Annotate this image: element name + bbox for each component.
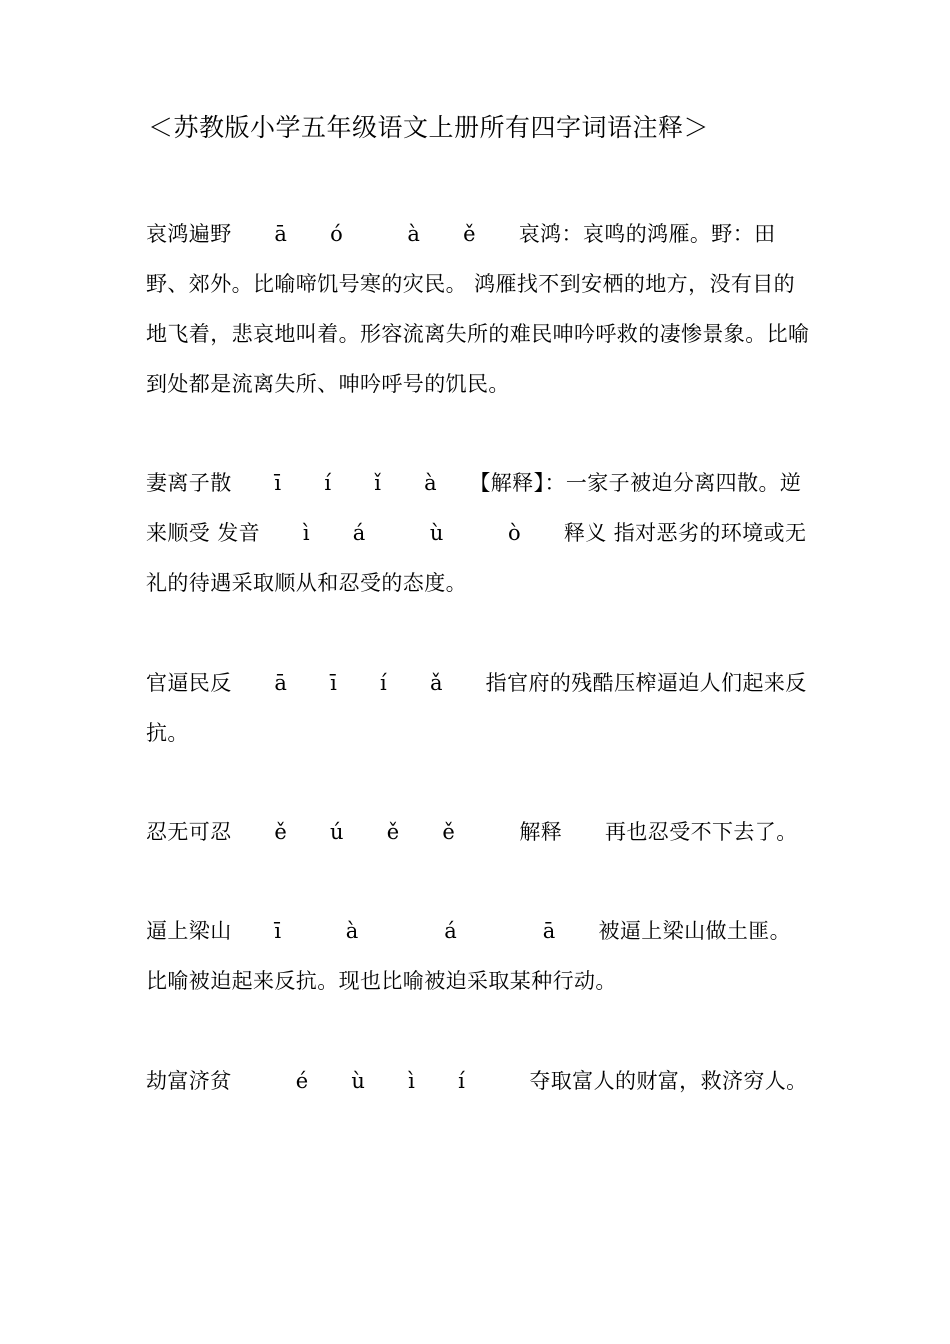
idiom-entry: 哀鸿遍野 ā ó à ě 哀鸿：哀鸣的鸿雁。野：田野、郊外。比喻啼饥号寒的灾民。 鸿雁找不到安栖的地方，没有目的地飞着，悲哀地叫着。形容流离失所的难民呻吟呼救的凄惨景象。比喻到处都是流离失所、呻吟呼号的饥民。	[146, 222, 810, 396]
document-title: ＜苏教版小学五年级语文上册所有四字词语注释＞	[148, 113, 710, 142]
idiom-entry: 忍无可忍 ě ú ě ě 解释 再也忍受不下去了。	[146, 820, 798, 844]
idiom-entry: 逼上梁山 ī à á ā 被逼上梁山做土匪。比喻被迫起来反抗。现也比喻被迫采取某种行动。	[146, 919, 792, 993]
idiom-entry: 劫富济贫 é ù ì í 夺取富人的财富，救济穷人。	[146, 1069, 808, 1093]
idiom-entry: 官逼民反 ā ī í ǎ 指官府的残酷压榨逼迫人们起来反抗。	[146, 671, 807, 745]
idiom-entry: 妻离子散 ī í ǐ à 【解释】：一家子被迫分离四散。逆来顺受 发音 ì á ù ò 释义 指对恶劣的环境或无礼的待遇采取顺从和忍受的态度。	[146, 471, 807, 595]
